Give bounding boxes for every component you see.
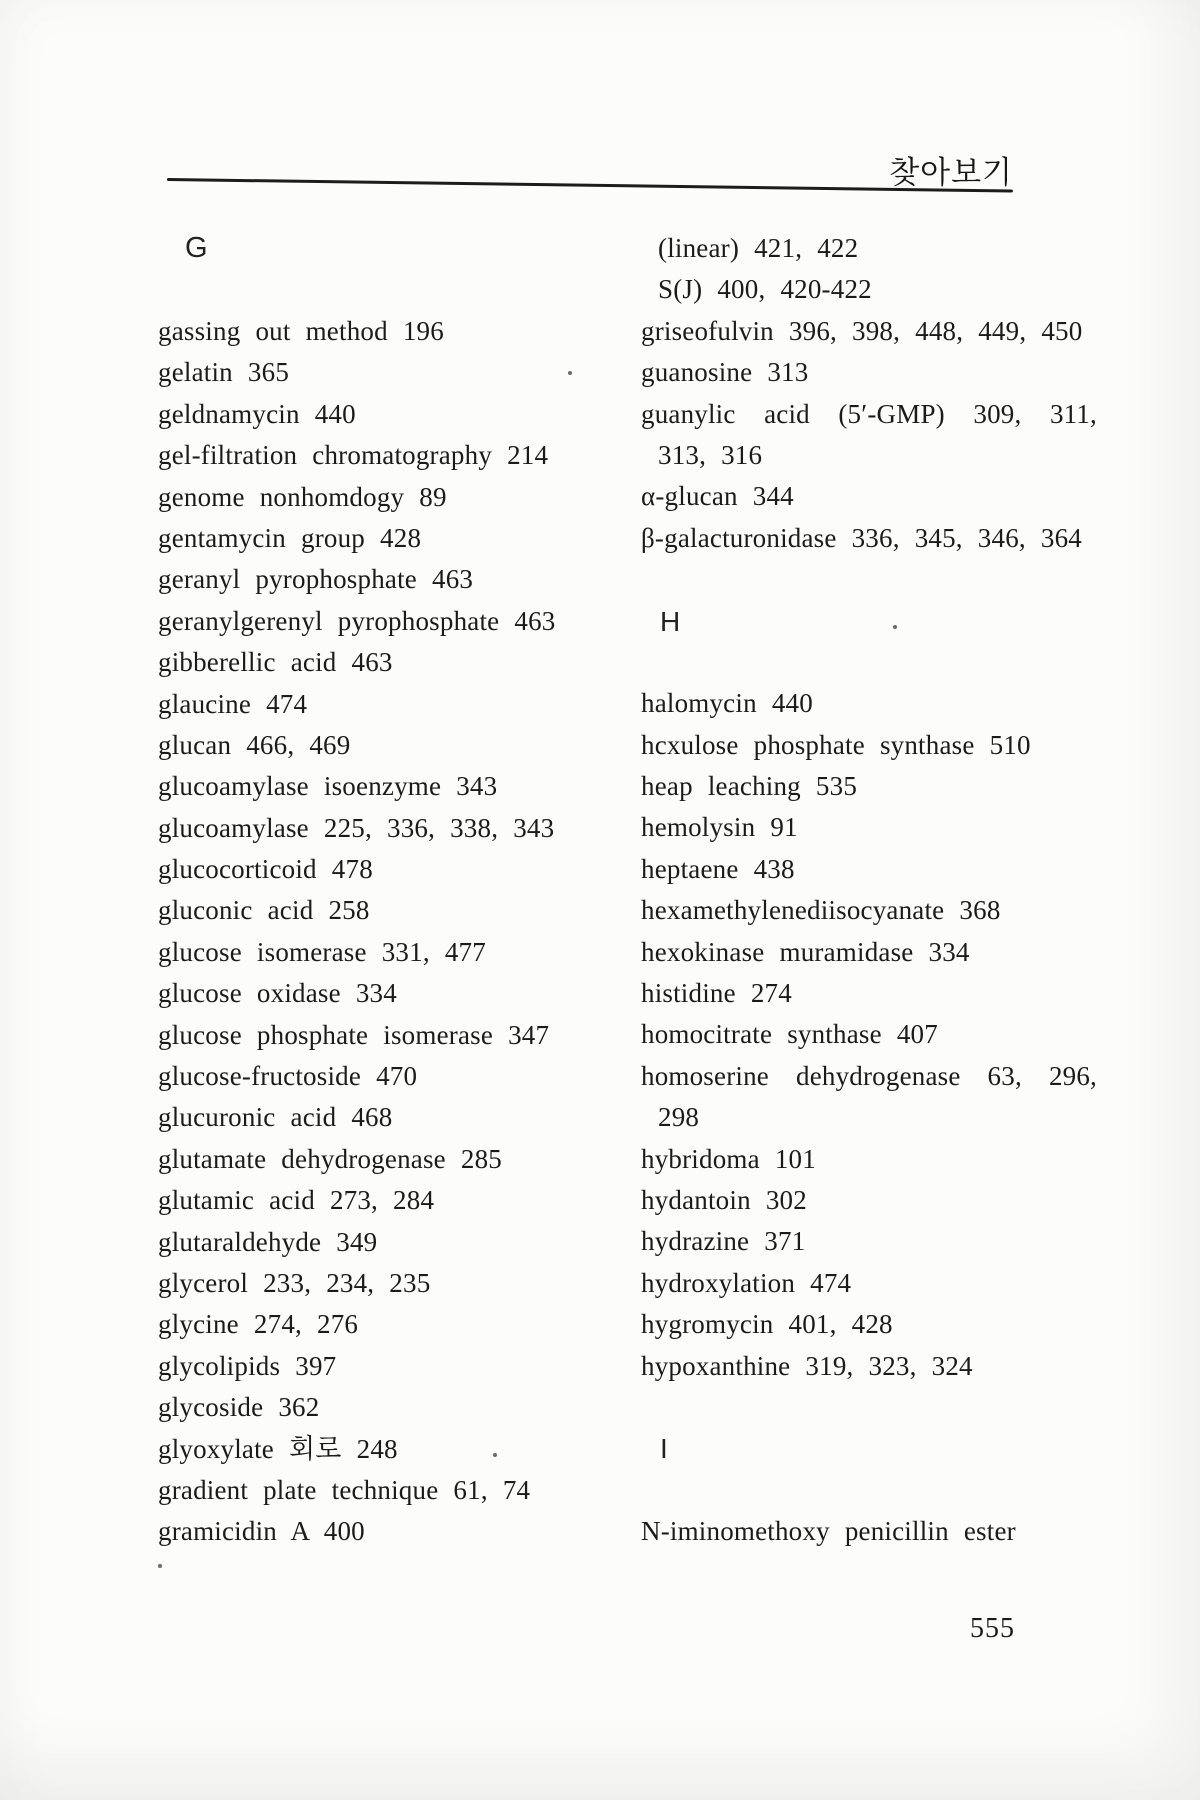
left-column — [158, 311, 578, 1553]
index-entry: griseofulvin 396, 398, 448, 449, 450 — [641, 315, 1083, 346]
index-entry: hybridoma 101 — [641, 1143, 816, 1174]
index-entry: β-galacturonidase 336, 345, 346, 364 — [641, 522, 1083, 553]
index-entry: glucose phosphate isomerase 347 — [158, 1019, 550, 1050]
index-entry: genome nonhomdogy 89 — [158, 481, 447, 512]
scan-speck — [893, 625, 897, 629]
index-entry: glucocorticoid 478 — [158, 854, 373, 885]
scan-speck — [568, 371, 572, 375]
blank-line — [641, 559, 1111, 600]
index-entry: gradient plate technique 61, 74 — [158, 1474, 531, 1505]
index-entry: glucuronic acid 468 — [158, 1102, 393, 1133]
index-entry: hydroxylation 474 — [641, 1267, 852, 1298]
index-entry: hexamethylenediisocyanate 368 — [641, 895, 1001, 926]
index-entry: gelatin 365 — [158, 357, 290, 388]
index-entry: hydantoin 302 — [641, 1184, 807, 1215]
index-entry-continuation: 313, 316 — [658, 439, 763, 470]
index-entry: glycerol 233, 234, 235 — [158, 1267, 431, 1298]
index-entry: geldnamycin 440 — [158, 398, 356, 429]
index-entry: gramicidin A 400 — [158, 1516, 365, 1547]
index-entry: hypoxanthine 319, 323, 324 — [641, 1350, 973, 1381]
index-entry: homoserine dehydrogenase 63, 296, — [641, 1060, 1097, 1091]
section-letter-h: H — [660, 605, 681, 637]
index-entry: guanylic acid (5′-GMP) 309, 311, — [641, 398, 1097, 429]
index-entry: glycoside 362 — [158, 1392, 320, 1423]
index-entry: glyoxylate 회로 248 — [158, 1433, 398, 1464]
index-entry: gluconic acid 258 — [158, 895, 370, 926]
index-entry: heptaene 438 — [641, 853, 795, 884]
scan-speck — [158, 1564, 162, 1568]
index-entry: glucose oxidase 334 — [158, 978, 397, 1009]
index-entry: geranyl pyrophosphate 463 — [158, 564, 474, 595]
index-entry: glucose isomerase 331, 477 — [158, 936, 486, 967]
index-entry: gentamycin group 428 — [158, 522, 422, 553]
index-entry: hemolysin 91 — [641, 812, 798, 843]
index-entry: hexokinase muramidase 334 — [641, 936, 970, 967]
index-entry: hydrazine 371 — [641, 1226, 806, 1257]
index-entry: gel-filtration chromatography 214 — [158, 440, 549, 471]
blank-line — [641, 642, 1111, 683]
page-number: 555 — [970, 1613, 1015, 1644]
page-header-title: 찾아보기 — [889, 155, 1013, 190]
index-entry: glycine 274, 276 — [158, 1309, 359, 1340]
index-entry: geranylgerenyl pyrophosphate 463 — [158, 605, 556, 636]
index-entry: hygromycin 401, 428 — [641, 1309, 893, 1340]
index-entry: glucoamylase isoenzyme 343 — [158, 771, 498, 802]
scan-speck — [493, 1453, 497, 1457]
index-entry: histidine 274 — [641, 978, 792, 1009]
index-entry: α-glucan 344 — [641, 481, 794, 512]
index-entry-continuation: 298 — [658, 1102, 700, 1133]
index-entry: glucoamylase 225, 336, 338, 343 — [158, 812, 555, 843]
index-entry: glutaraldehyde 349 — [158, 1226, 378, 1257]
index-entry: glutamic acid 273, 284 — [158, 1185, 435, 1216]
blank-line — [641, 1387, 1111, 1428]
index-entry: gassing out method 196 — [158, 316, 444, 346]
index-entry: glucan 466, 469 — [158, 729, 351, 760]
index-entry: glutamate dehydrogenase 285 — [158, 1143, 502, 1174]
index-entry: heap leaching 535 — [641, 771, 858, 802]
right-column — [641, 228, 1111, 1553]
index-entry: hcxulose phosphate synthase 510 — [641, 729, 1031, 760]
section-letter-g: G — [185, 232, 208, 264]
index-entry-continuation: (linear) 421, 422 — [658, 233, 859, 263]
blank-line — [641, 1470, 1111, 1511]
index-entry: N-iminomethoxy penicillin ester — [641, 1516, 1016, 1547]
index-entry: guanosine 313 — [641, 357, 809, 388]
index-entry: glucose-fructoside 470 — [158, 1061, 418, 1092]
index-entry: halomycin 440 — [641, 688, 813, 719]
index-entry-continuation: S(J) 400, 420-422 — [658, 274, 872, 305]
index-entry: homocitrate synthase 407 — [641, 1019, 938, 1050]
index-entry: glaucine 474 — [158, 688, 308, 719]
index-entry: gibberellic acid 463 — [158, 647, 393, 678]
index-entry: glycolipids 397 — [158, 1350, 337, 1381]
section-letter-i: I — [660, 1433, 668, 1465]
